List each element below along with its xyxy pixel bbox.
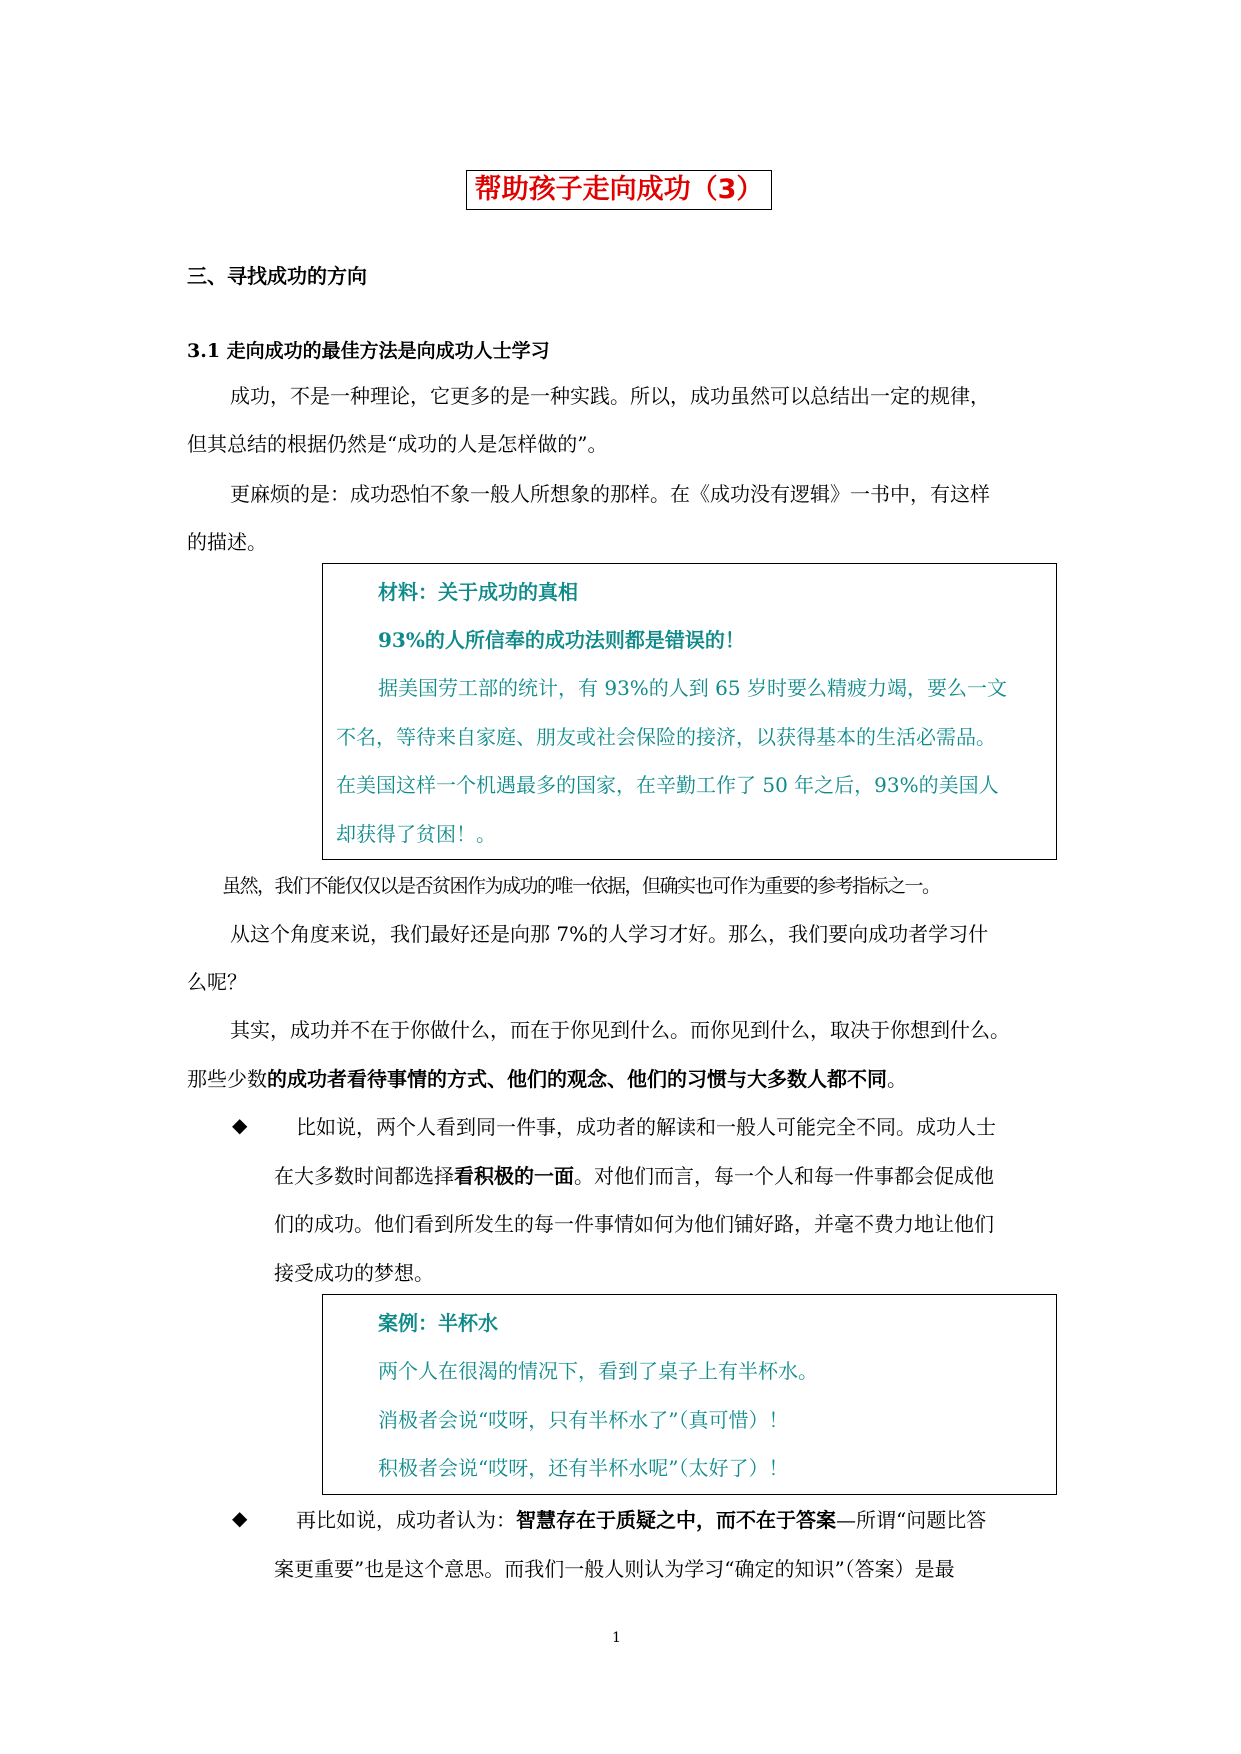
case-heading: 案例：半杯水 [378,1311,498,1335]
bullet2-line2: 案更重要”也是这个意思。而我们一般人则认为学习“确定的知识”（答案）是最 [274,1557,955,1581]
case-line: 积极者会说“哎呀，还有半杯水呢”（太好了）！ [378,1456,789,1480]
para1-line1: 成功，不是一种理论，它更多的是一种实践。所以，成功虽然可以总结出一定的规律， [230,384,990,408]
material-line: 却获得了贫困！。 [336,822,496,846]
page-number: 1 [612,1630,621,1646]
bullet1-line2 [274,1162,994,1190]
case-line: 消极者会说“哎呀，只有半杯水了”（真可惜）！ [378,1408,789,1432]
para4-line2: 么呢？ [187,970,247,994]
para5-bold-text: 的成功者看待事情的方式、他们的观念、他们的习惯与大多数人都不同 [267,1067,887,1091]
bullet2-line1 [296,1506,986,1534]
material-heading: 材料：关于成功的真相 [378,580,578,604]
case-line: 两个人在很渴的情况下，看到了桌子上有半杯水。 [378,1359,818,1383]
material-box [322,563,1057,860]
para2-line2: 的描述。 [187,530,267,554]
para1-line2: 但其总结的根据仍然是“成功的人是怎样做的”。 [187,432,608,456]
material-line: 在美国这样一个机遇最多的国家，在辛勤工作了 50 年之后，93%的美国人 [336,773,999,797]
page-title: 帮助孩子走向成功（3） [466,170,772,210]
para5-normal-text: 那些少数 [187,1067,267,1091]
bullet2-text: —所谓“问题比答 [836,1508,987,1532]
bullet1-text: 在大多数时间都选择 [274,1164,454,1188]
para2-line1: 更麻烦的是：成功恐怕不象一般人所想象的那样。在《成功没有逻辑》一书中，有这样 [230,482,990,506]
section-heading: 三、寻找成功的方向 [187,264,367,288]
diamond-bullet-icon: ◆ [232,1113,248,1137]
bullet1-bold-text: 看积极的一面 [454,1164,574,1188]
para5-line2 [187,1065,907,1093]
diamond-bullet-icon: ◆ [232,1506,248,1530]
bullet2-bold-text: 智慧存在于质疑之中，而不在于答案 [516,1508,836,1532]
para5-line1: 其实，成功并不在于你做什么，而在于你见到什么。而你见到什么，取决于你想到什么。 [230,1018,1010,1042]
material-line: 据美国劳工部的统计，有 93%的人到 65 岁时要么精疲力竭，要么一文 [378,676,1007,700]
bullet1-line3: 们的成功。他们看到所发生的每一件事情如何为他们铺好路，并毫不费力地让他们 [274,1212,994,1236]
subsection-heading: 3.1 走向成功的最佳方法是向成功人士学习 [187,340,550,362]
material-subheading: 93%的人所信奉的成功法则都是错误的！ [378,628,745,652]
para5-end-text: 。 [887,1067,907,1091]
bullet1-text: 。对他们而言，每一个人和每一件事都会促成他 [574,1164,994,1188]
bullet1-line1: 比如说，两个人看到同一件事，成功者的解读和一般人可能完全不同。成功人士 [296,1115,996,1139]
bullet2-text: 再比如说，成功者认为： [296,1508,516,1532]
bullet1-line4: 接受成功的梦想。 [274,1261,434,1285]
material-line: 不名，等待来自家庭、朋友或社会保险的接济，以获得基本的生活必需品。 [336,725,996,749]
para3: 虽然，我们不能仅仅以是否贫困作为成功的唯一依据，但确实也可作为重要的参考指标之一。 [222,875,940,897]
para4-line1: 从这个角度来说，我们最好还是向那 7%的人学习才好。那么，我们要向成功者学习什 [230,922,989,946]
